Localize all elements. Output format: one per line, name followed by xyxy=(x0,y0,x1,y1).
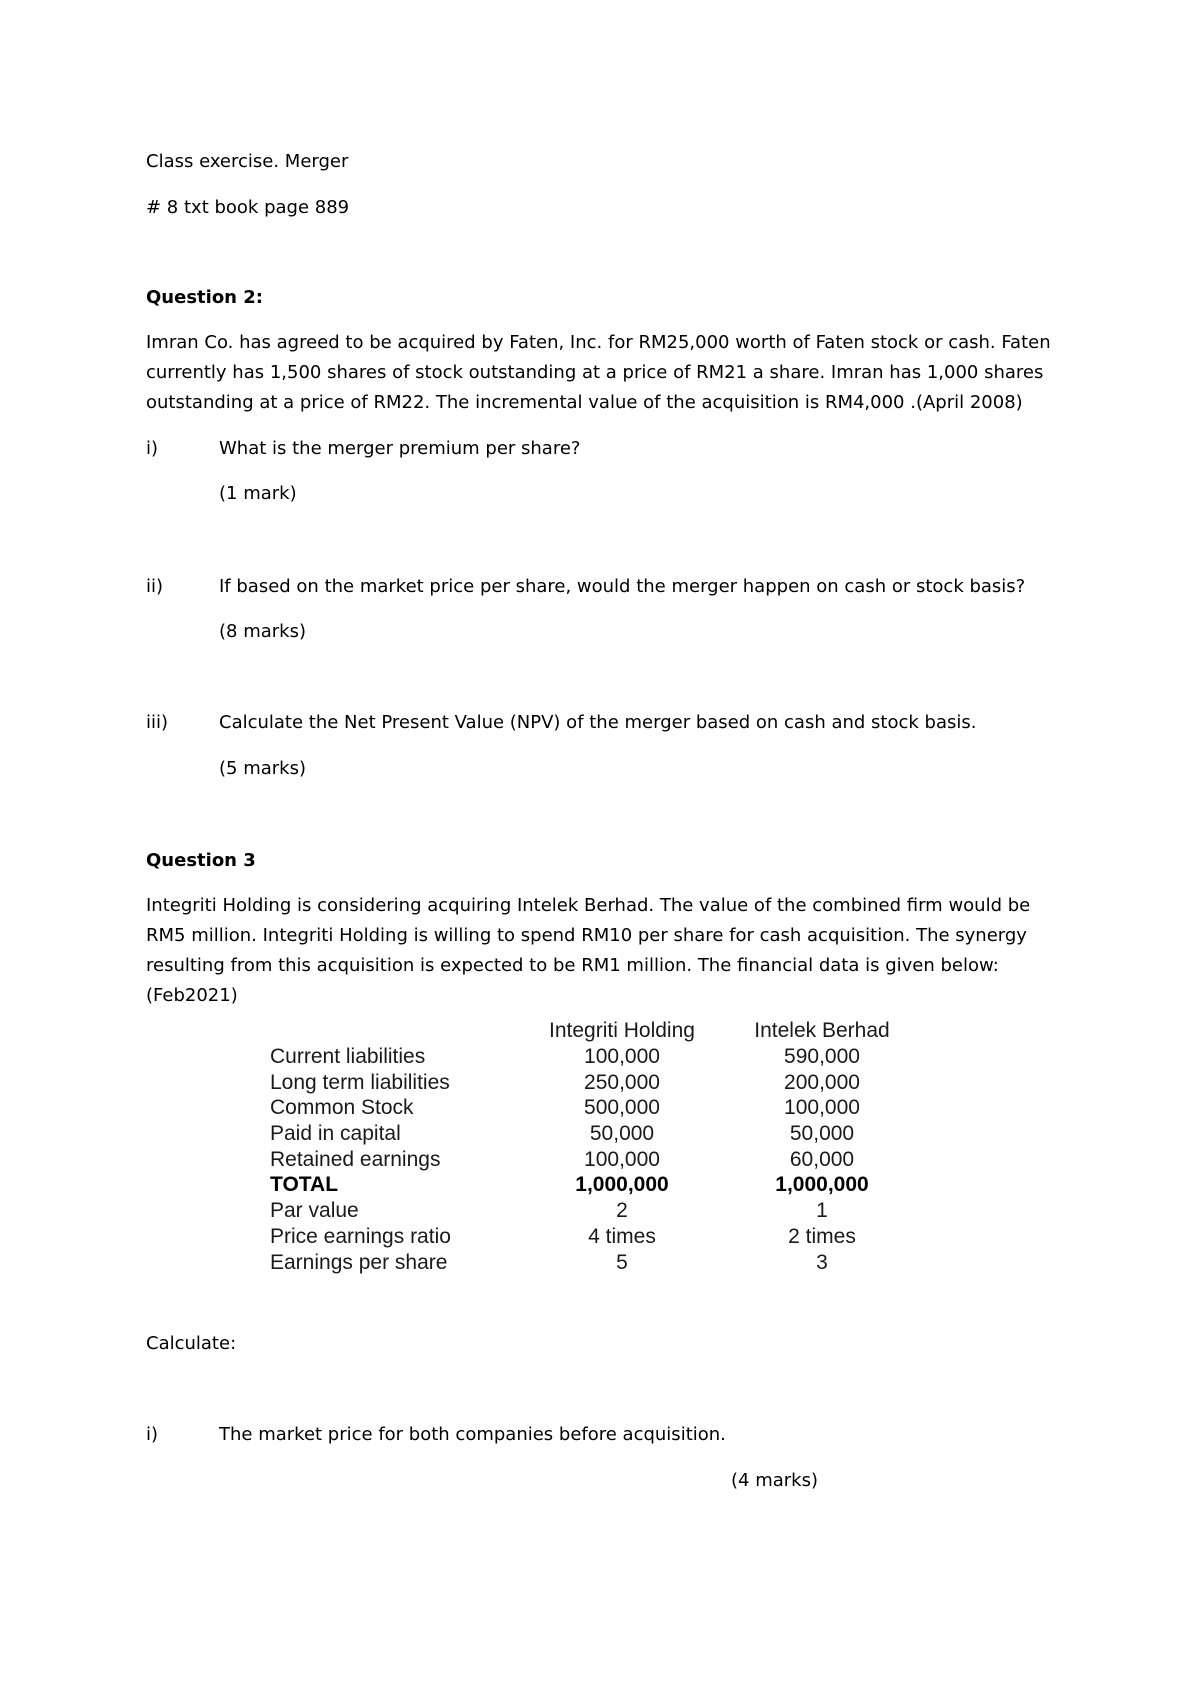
q2-item-3-text: Calculate the Net Present Value (NPV) of the merger based on cash and stock basis. xyxy=(219,712,977,733)
q3-item-1-text: The market price for both companies before acquisition. xyxy=(219,1424,726,1445)
table-row xyxy=(270,1224,932,1250)
q2-item-1-number: i) xyxy=(146,438,159,459)
textbook-reference: # 8 txt book page 889 xyxy=(146,197,350,218)
question-2-paragraph: Imran Co. has agreed to be acquired by Faten, Inc. for RM25,000 worth of Faten stock or cash. Faten currently has 1,500 shares of stock outstanding at a price of RM21 a share. Imran has 1,000 shares outstanding at a price of RM22. The incremental value of the acquisition is RM4,000 .(April 2008) xyxy=(146,332,1051,413)
table-cell: 50,000 xyxy=(589,1122,655,1146)
table-cell: 50,000 xyxy=(789,1122,855,1146)
table-cell: 60,000 xyxy=(789,1147,855,1171)
table-cell: 200,000 xyxy=(784,1070,860,1094)
q2-item-1-marks: (1 mark) xyxy=(219,483,297,504)
table-cell: 3 xyxy=(816,1250,828,1274)
table-total-row xyxy=(270,1172,932,1198)
question-3-heading: Question 3 xyxy=(146,850,256,871)
table-cell: 2 xyxy=(616,1199,628,1223)
row-label: Long term liabilities xyxy=(270,1070,450,1094)
table-cell: 1,000,000 xyxy=(775,1173,869,1197)
table-cell: 5 xyxy=(616,1250,628,1274)
table-cell: 250,000 xyxy=(584,1070,660,1094)
table-row xyxy=(270,1044,932,1070)
row-label: Par value xyxy=(270,1199,359,1223)
question-3-paragraph: Integriti Holding is considering acquiring Intelek Berhad. The value of the combined firm would be RM5 million. Integriti Holding is willing to spend RM10 per share for cash acquisition. The synergy resulting from this acquisition is expected to be RM1 million. The financial data is given below: (Feb2021) xyxy=(146,895,1031,1006)
q2-item-2-marks: (8 marks) xyxy=(219,621,306,642)
table-row xyxy=(270,1198,932,1224)
table-header-cell: Intelek Berhad xyxy=(754,1019,890,1043)
row-label: TOTAL xyxy=(270,1173,339,1197)
row-label: Price earnings ratio xyxy=(270,1224,451,1248)
document-title: Class exercise. Merger xyxy=(146,151,349,172)
table-cell: 1 xyxy=(816,1199,828,1223)
table-header-row xyxy=(270,1018,932,1044)
table-row xyxy=(270,1069,932,1095)
table-row xyxy=(270,1121,932,1147)
table-cell: 4 times xyxy=(588,1224,656,1248)
q2-item-1-text: What is the merger premium per share? xyxy=(219,438,581,459)
row-label: Earnings per share xyxy=(270,1250,448,1274)
table-cell: 500,000 xyxy=(584,1096,660,1120)
q2-item-2-number: ii) xyxy=(146,576,164,597)
row-label: Paid in capital xyxy=(270,1122,401,1146)
table-cell: 100,000 xyxy=(784,1096,860,1120)
table-row xyxy=(270,1146,932,1172)
table-cell: 100,000 xyxy=(584,1147,660,1171)
table-row xyxy=(270,1249,932,1275)
table-cell: 100,000 xyxy=(584,1045,660,1069)
row-label: Retained earnings xyxy=(270,1147,441,1171)
financial-data-table xyxy=(270,1018,932,1275)
q2-item-3-marks: (5 marks) xyxy=(219,758,306,779)
q2-item-3-number: iii) xyxy=(146,712,169,733)
q2-item-2-text: If based on the market price per share, would the merger happen on cash or stock basis? xyxy=(219,576,1026,597)
row-label: Current liabilities xyxy=(270,1045,426,1069)
table-cell: 2 times xyxy=(788,1224,856,1248)
table-row xyxy=(270,1095,932,1121)
question-2-heading: Question 2: xyxy=(146,287,263,308)
q3-item-1-number: i) xyxy=(146,1424,159,1445)
calculate-label: Calculate: xyxy=(146,1333,237,1354)
table-cell: 590,000 xyxy=(784,1045,860,1069)
table-cell: 1,000,000 xyxy=(575,1173,669,1197)
table-header-cell: Integriti Holding xyxy=(549,1019,695,1043)
table-header-cell xyxy=(270,1018,532,1044)
row-label: Common Stock xyxy=(270,1096,414,1120)
q3-item-1-marks: (4 marks) xyxy=(731,1470,818,1491)
